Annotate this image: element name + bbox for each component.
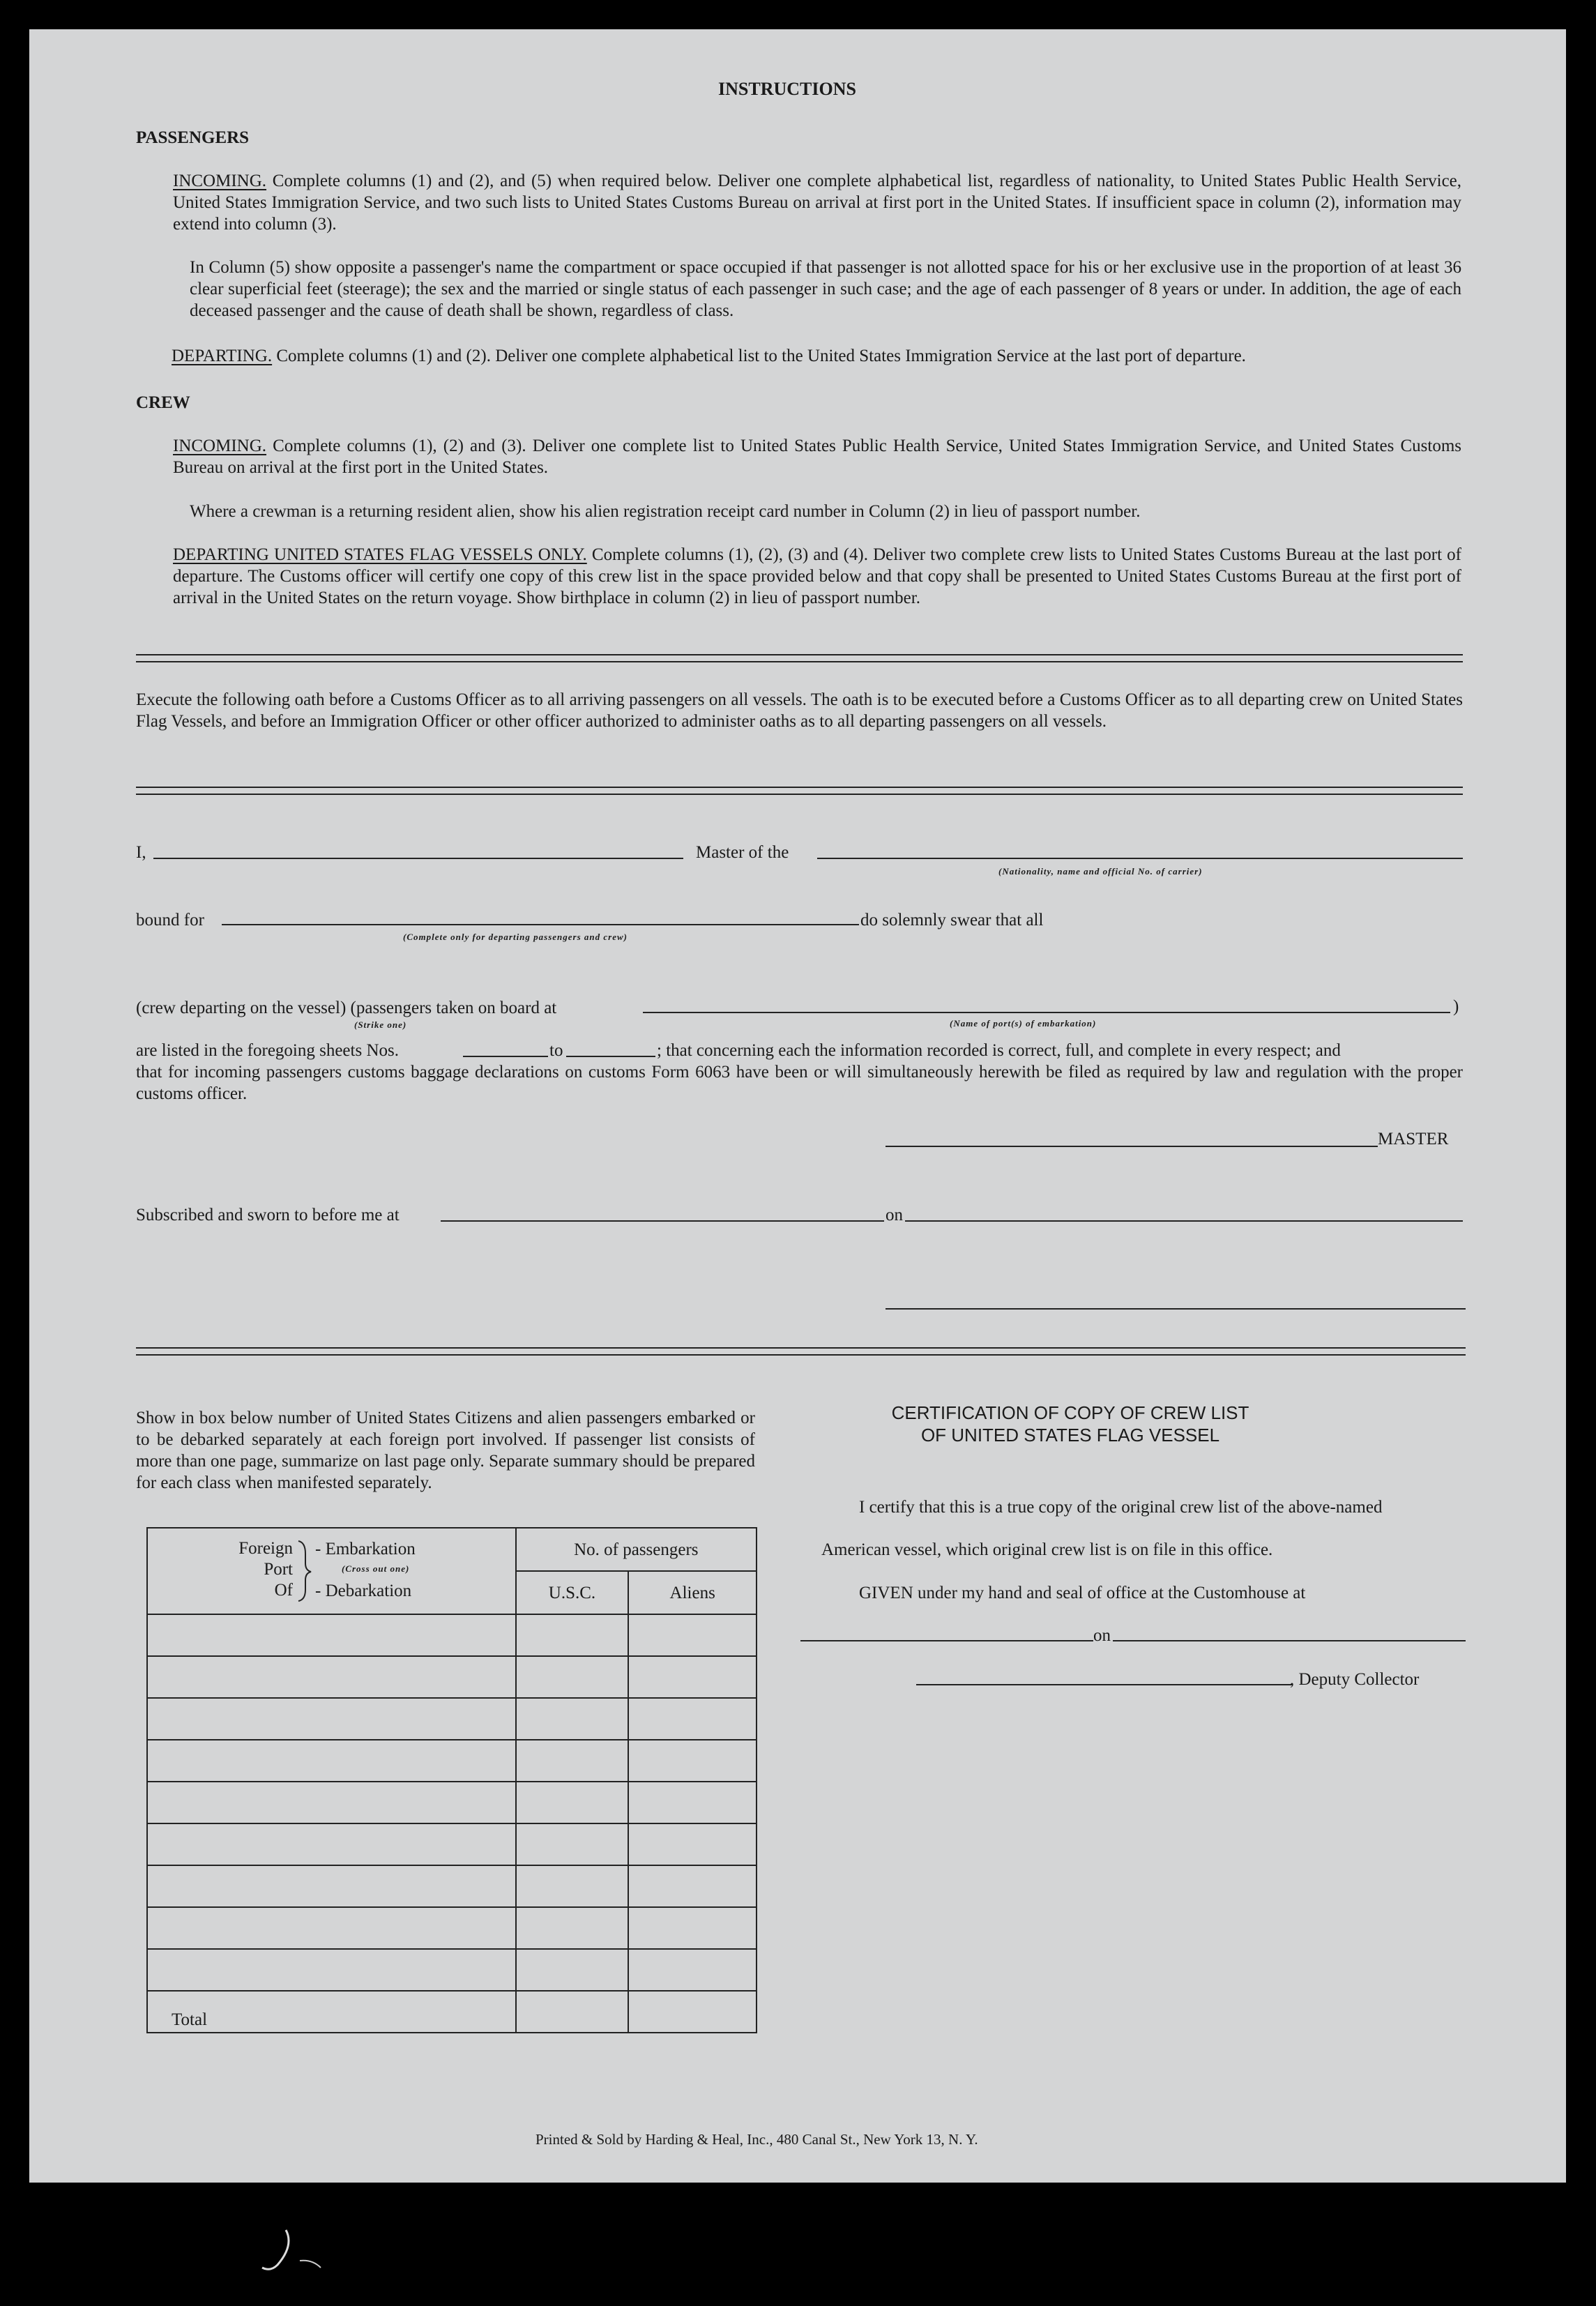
oath-swear-label: do solemnly swear that all	[860, 911, 1044, 930]
crew-departing-text	[173, 544, 1461, 609]
aliens-cell[interactable]	[628, 1656, 757, 1698]
sheet-to-field[interactable]	[566, 1056, 655, 1057]
usc-cell[interactable]	[516, 1949, 629, 1991]
instructions-title: INSTRUCTIONS	[718, 79, 856, 99]
oath-master-of-label: Master of the	[696, 843, 789, 862]
usc-cell[interactable]	[516, 1740, 629, 1782]
aliens-cell[interactable]	[628, 1698, 757, 1740]
oath-to-label: to	[549, 1041, 563, 1060]
of-label: Of	[274, 1581, 293, 1600]
passengers-departing-body: Complete columns (1) and (2). Deliver one complete alphabetical list to the United States Immigration Service at the last port of departure.	[276, 347, 1246, 365]
port-label: Port	[264, 1560, 293, 1579]
cross-out-caption: (Cross out one)	[342, 1563, 410, 1574]
oath-on-label: on	[886, 1206, 903, 1224]
passengers-incoming-label: INCOMING.	[173, 172, 267, 190]
table-row	[147, 1949, 757, 1991]
embarkation-ports-field[interactable]	[643, 1012, 1450, 1013]
table-row	[147, 1656, 757, 1698]
port-cell[interactable]	[147, 1865, 516, 1907]
usc-cell[interactable]	[516, 1698, 629, 1740]
no-passengers-header: No. of passengers	[516, 1528, 757, 1571]
divider-1	[136, 654, 1463, 662]
oath-crew-passengers-label: (crew departing on the vessel) (passengers taken on board at	[136, 999, 557, 1017]
port-cell[interactable]	[147, 1656, 516, 1698]
bound-for-field[interactable]	[222, 924, 859, 925]
aliens-cell[interactable]	[628, 1823, 757, 1865]
port-cell[interactable]	[147, 1698, 516, 1740]
table-row	[147, 1614, 757, 1656]
passengers-column5-text: In Column (5) show opposite a passenger's name the compartment or space occupied if that passenger is not allotted space for his or her exclusive use in the proportion of at least 36 clear superficial feet (steerage); the sex and the married or single status of each passenger in such case; and the age of each passenger of 8 years or under. In addition, the age of each deceased passenger and the cause of death shall be shown, regardless of class.	[190, 258, 1461, 320]
oath-master-label: MASTER	[1378, 1130, 1449, 1148]
oath-listed-cont: that for incoming passengers customs baggage declarations on customs Form 6063 have been or will simultaneously herewith be filed as required by law and regulation with the proper customs officer.	[136, 1063, 1463, 1103]
vessel-field[interactable]	[817, 858, 1463, 859]
table-row	[147, 1698, 757, 1740]
usc-cell[interactable]	[516, 1782, 629, 1823]
aliens-cell[interactable]	[628, 1782, 757, 1823]
passenger-summary-table	[146, 1527, 757, 2033]
ports-caption: (Name of port(s) of embarkation)	[950, 1018, 1097, 1029]
passengers-incoming-body: Complete columns (1) and (2), and (5) when required below. Deliver one complete alphabetical list, regardless of nationality, to United States Public Health Service, United States Immigration Service, and two such lists to United States Customs Bureau on arrival at first port in the United States. If insufficient space in column (2), information may extend into column (3).	[173, 172, 1462, 234]
crew-departing-label: DEPARTING UNITED STATES FLAG VESSELS ONLY.	[173, 545, 587, 564]
aliens-cell[interactable]	[628, 1614, 757, 1656]
port-header-cell	[147, 1528, 516, 1614]
aliens-cell[interactable]	[628, 1907, 757, 1949]
total-aliens-cell[interactable]	[628, 1991, 757, 2033]
certification-date-field[interactable]	[1113, 1640, 1466, 1641]
sheet-from-field[interactable]	[463, 1056, 548, 1057]
crew-incoming-body: Complete columns (1), (2) and (3). Deliver one complete list to United States Public Health Service, United States Immigration Service, and United States Customs Bureau on arrival at the first port in the United States.	[173, 437, 1462, 477]
total-row	[147, 1991, 757, 2033]
usc-cell[interactable]	[516, 1823, 629, 1865]
brace-icon	[296, 1540, 312, 1602]
port-cell[interactable]	[147, 1949, 516, 1991]
usc-cell[interactable]	[516, 1865, 629, 1907]
port-header-labels	[230, 1538, 293, 1601]
total-usc-cell[interactable]	[516, 1991, 629, 2033]
oath-i-label: I,	[136, 843, 146, 862]
total-label: Total	[147, 1991, 516, 2033]
oath-listed-rest: ; that concerning each the information recorded is correct, full, and complete in every respect; and	[657, 1041, 1341, 1060]
oath-listed-label: are listed in the foregoing sheets Nos.	[136, 1041, 399, 1060]
certification-title-line-2: OF UNITED STATES FLAG VESSEL	[920, 1425, 1220, 1446]
strike-caption: (Strike one)	[354, 1019, 407, 1030]
crew-heading: CREW	[136, 393, 190, 412]
officer-signature-field[interactable]	[886, 1308, 1466, 1310]
certification-title	[823, 1402, 1464, 1446]
port-cell[interactable]	[147, 1782, 516, 1823]
usc-cell[interactable]	[516, 1614, 629, 1656]
passengers-incoming-text	[173, 170, 1461, 235]
port-cell[interactable]	[147, 1823, 516, 1865]
table-row	[147, 1823, 757, 1865]
passengers-departing-label: DEPARTING.	[172, 347, 273, 365]
passengers-heading: PASSENGERS	[136, 128, 250, 147]
scratch-mark	[258, 2224, 335, 2280]
usc-header: U.S.C.	[516, 1571, 629, 1614]
aliens-cell[interactable]	[628, 1949, 757, 1991]
passengers-departing-text	[172, 345, 1463, 367]
customhouse-field[interactable]	[800, 1640, 1093, 1641]
deputy-signature-field[interactable]	[916, 1684, 1293, 1685]
nationality-caption: (Nationality, name and official No. of carrier)	[998, 866, 1203, 877]
aliens-cell[interactable]	[628, 1865, 757, 1907]
certification-line-3: GIVEN under my hand and seal of office at the Customhouse at	[859, 1584, 1306, 1602]
aliens-cell[interactable]	[628, 1740, 757, 1782]
usc-cell[interactable]	[516, 1907, 629, 1949]
crew-departing-body: Complete columns (1), (2), (3) and (4). Deliver two complete crew lists to United States Customs Bureau at the last port of departure. The Customs officer will certify one copy of this crew list in the space provided below and that copy shall be presented to United States Customs Bureau at the first port of arrival in the United States on the return voyage. Show birthplace in column (2) in lieu of passport number.	[173, 545, 1462, 607]
table-row	[147, 1782, 757, 1823]
crew-resident-text: Where a crewman is a returning resident alien, show his alien registration receipt card number in Column (2) in lieu of passport number.	[190, 502, 1141, 521]
printer-imprint: Printed & Sold by Harding & Heal, Inc., 480 Canal St., New York 13, N. Y.	[535, 2131, 978, 2148]
debarkation-label: - Debarkation	[315, 1581, 412, 1600]
certification-title-line-1: CERTIFICATION OF COPY OF CREW LIST	[891, 1402, 1249, 1423]
oath-bound-for-label: bound for	[136, 911, 204, 930]
oath-intro: Execute the following oath before a Customs Officer as to all arriving passengers on all vessels. The oath is to be executed before a Customs Officer as to all departing crew on United States Flag Vessels, and before an Immigration Officer or other officer authorized to administer oaths as to all departing passengers on all vessels.	[136, 690, 1463, 731]
port-cell[interactable]	[147, 1614, 516, 1656]
certification-on-label: on	[1093, 1626, 1111, 1645]
aliens-header: Aliens	[628, 1571, 757, 1614]
crew-incoming-label: INCOMING.	[173, 437, 267, 455]
certification-line-1: I certify that this is a true copy of the original crew list of the above-named	[859, 1498, 1383, 1517]
certification-line-2: American vessel, which original crew list is on file in this office.	[821, 1540, 1273, 1559]
table-row	[147, 1907, 757, 1949]
port-cell[interactable]	[147, 1740, 516, 1782]
master-signature-field[interactable]	[886, 1146, 1378, 1147]
sworn-place-field[interactable]	[441, 1220, 884, 1222]
table-row	[147, 1865, 757, 1907]
sworn-date-field[interactable]	[905, 1220, 1463, 1222]
oath-subscribed-label: Subscribed and sworn to before me at	[136, 1206, 400, 1224]
summary-intro: Show in box below number of United States Citizens and alien passengers embarked or to be debarked separately at each foreign port involved. If passenger list consists of more than one page, summarize on last page only. Separate summary should be prepared for each class when manifested separately.	[136, 1409, 755, 1492]
foreign-label: Foreign	[238, 1539, 293, 1558]
embarkation-label: - Embarkation	[315, 1540, 416, 1558]
usc-cell[interactable]	[516, 1656, 629, 1698]
summary-header-row-1	[147, 1528, 757, 1571]
port-cell[interactable]	[147, 1907, 516, 1949]
divider-3	[136, 1347, 1466, 1356]
bound-caption: (Complete only for departing passengers and crew)	[403, 932, 628, 942]
divider-2	[136, 787, 1463, 795]
crew-incoming-text	[173, 435, 1461, 478]
oath-close-paren: )	[1453, 997, 1459, 1016]
master-name-field[interactable]	[153, 858, 683, 859]
deputy-collector-label: , Deputy Collector	[1290, 1670, 1420, 1689]
table-row	[147, 1740, 757, 1782]
